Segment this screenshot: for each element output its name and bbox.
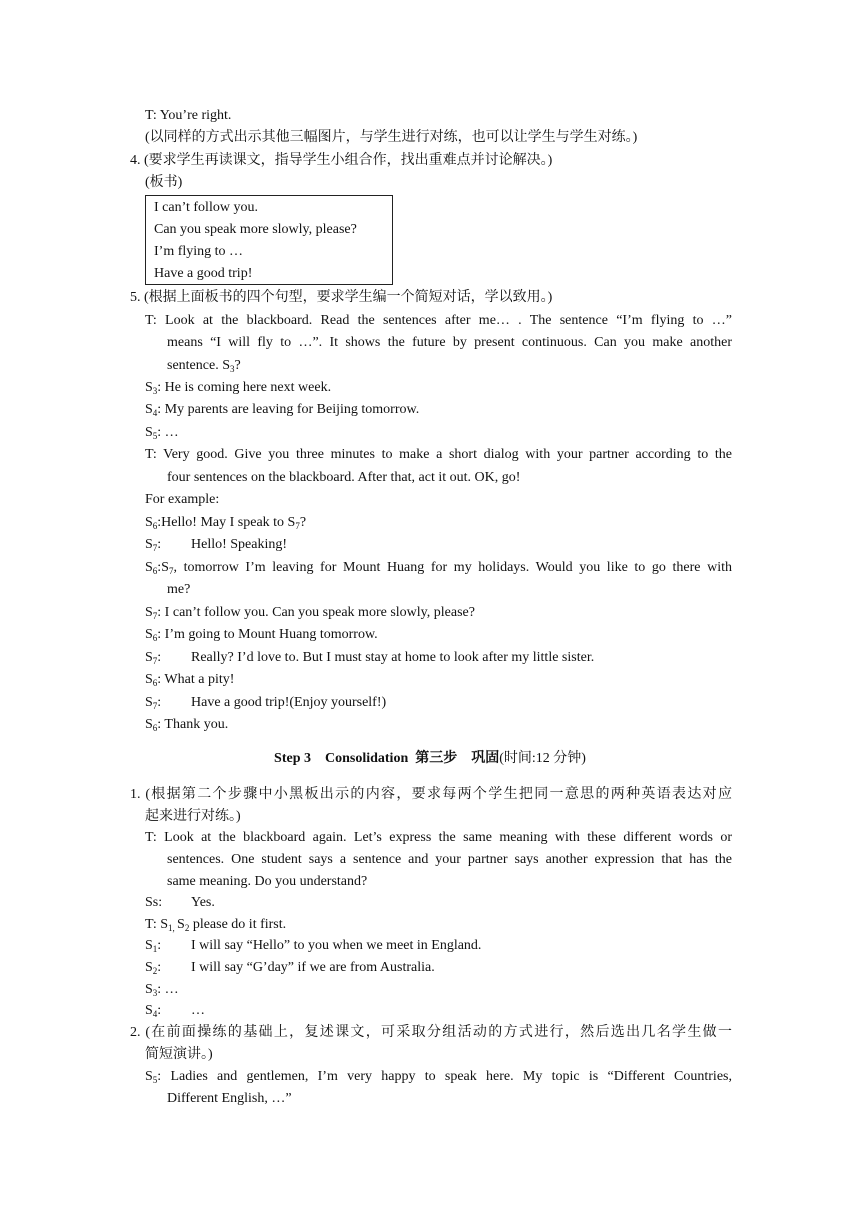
dialog-line: $S_7$: I can’t follow you. Can you speak more slowly, please? bbox=[145, 605, 475, 621]
student-line: $S_4$: … bbox=[145, 1003, 205, 1019]
teacher-line-cont: sentences. One student says a sentence and your partner says another expression that has the bbox=[167, 852, 732, 867]
teacher-line: T: Very good. Give you three minutes to make a short dialog with your partner according to the bbox=[145, 447, 732, 462]
dialog-line: $S_6$: I’m going to Mount Huang tomorrow. bbox=[145, 627, 378, 643]
student-line: $S_4$: My parents are leaving for Beijing tomorrow. bbox=[145, 402, 420, 418]
instruction-note: (以同样的方式出示其他三幅图片，与学生进行对练，也可以让学生与学生对练。) bbox=[145, 130, 638, 145]
board-sentence: Can you speak more slowly, please? bbox=[154, 222, 357, 237]
board-sentence: I can’t follow you. bbox=[154, 200, 258, 215]
item-4: 4. (要求学生再读课文，指导学生小组合作，找出重难点并讨论解决。) bbox=[130, 153, 553, 168]
blackboard-box bbox=[145, 195, 393, 285]
dialog-line: $S_6:Hello$! May I speak to $S_7$? bbox=[145, 515, 307, 531]
item-1: 1. (根据第二个步骤中小黑板出示的内容，要求每两个学生把同一意思的两种英语表达对应 bbox=[130, 787, 732, 802]
dialog-line: $S_6$: Thank you. bbox=[145, 717, 229, 733]
dialog-line-cont: me? bbox=[167, 582, 191, 597]
student-line: $S_1$: I will say “Hello” to you when we meet in England. bbox=[145, 938, 482, 954]
item-5: 5. (根据上面板书的四个句型，要求学生编一个简短对话，学以致用。) bbox=[130, 290, 553, 305]
teacher-line: T: $S_{1,}$ $S_2$ please do it first. bbox=[145, 917, 287, 933]
teacher-line: T: Look at the blackboard again. Let’s express the same meaning with these different words or bbox=[145, 830, 732, 845]
step-heading: Step 3 Consolidation 第三步 巩固(时间:12 分钟) bbox=[274, 751, 586, 766]
students-line: Ss: Yes. bbox=[145, 895, 215, 910]
student-line: $S_2$: I will say “G’day” if we are from Australia. bbox=[145, 960, 435, 976]
teacher-line: T: You’re right. bbox=[145, 108, 232, 123]
board-label: (板书) bbox=[145, 175, 183, 190]
student-line: $S_3$: He is coming here next week. bbox=[145, 380, 332, 396]
student-line: $S_5$: … bbox=[145, 425, 179, 441]
item-2: 2. (在前面操练的基础上，复述课文，可采取分组活动的方式进行，然后选出几名学生做一 bbox=[130, 1025, 732, 1040]
dialog-line: $S_7$: Have a good trip!(Enjoy yourself!) bbox=[145, 695, 387, 711]
teacher-line-cont: four sentences on the blackboard. After that, act it out. OK, go! bbox=[167, 470, 521, 485]
item-1-cont: 起来进行对练。) bbox=[145, 809, 241, 824]
teacher-line: T: Look at the blackboard. Read the sentences after me… . The sentence “I’m flying to …” bbox=[145, 313, 732, 328]
example-label: For example: bbox=[145, 492, 220, 507]
teacher-line-cont: sentence. $S_3$? bbox=[167, 358, 241, 374]
student-line-cont: Different English, …” bbox=[167, 1091, 292, 1106]
student-line: $S_5$: Ladies and gentlemen, I’m very happy to speak here. My topic is “Different Countries, bbox=[145, 1069, 732, 1085]
board-sentence: I’m flying to … bbox=[154, 244, 244, 259]
student-line: $S_3$: … bbox=[145, 982, 179, 998]
board-sentence: Have a good trip! bbox=[154, 266, 253, 281]
teacher-line-cont: same meaning. Do you understand? bbox=[167, 874, 368, 889]
dialog-line: $S_7$: Hello! Speaking! bbox=[145, 537, 288, 553]
dialog-line: $S_7$: Really? I’d love to. But I must stay at home to look after my little sister. bbox=[145, 650, 595, 666]
teacher-line-cont: means “I will fly to …”. It shows the future by present continuous. Can you make another bbox=[167, 335, 732, 350]
item-2-cont: 简短演讲。) bbox=[145, 1047, 213, 1062]
dialog-line: $S_6:S_7$, tomorrow I’m leaving for Mount Huang for my holidays. Would you like to go there with bbox=[145, 560, 732, 576]
dialog-line: $S_6$: What a pity! bbox=[145, 672, 235, 688]
